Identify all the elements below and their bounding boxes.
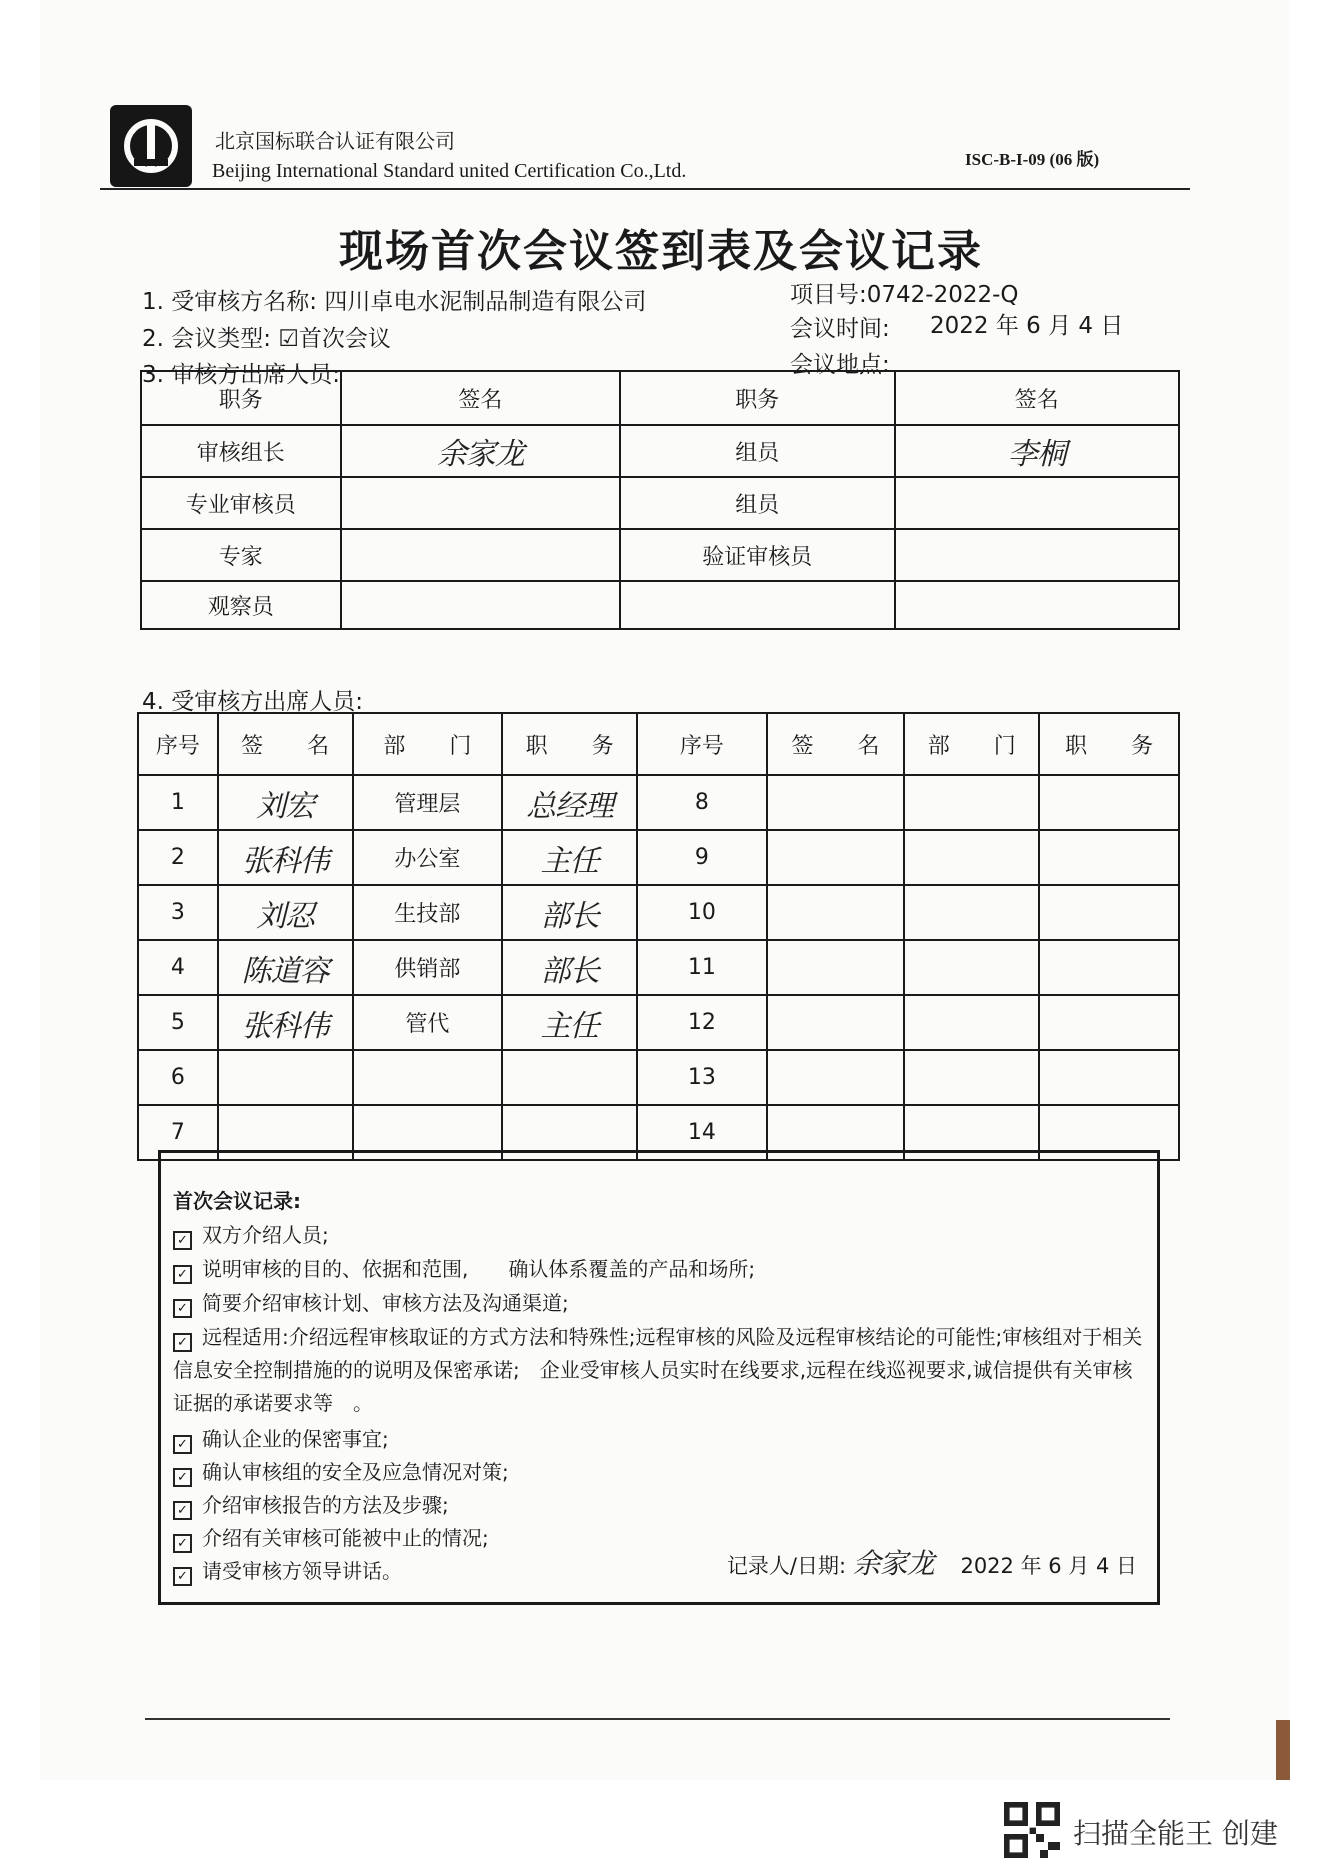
- recorder-label: 记录人/日期:: [726, 1554, 847, 1578]
- header-department: 部 门: [904, 713, 1039, 775]
- seq-cell: 1: [138, 775, 218, 830]
- table-row: [138, 995, 1179, 1050]
- signature-cell: 余家龙: [341, 425, 620, 477]
- seq-cell: 7: [138, 1105, 218, 1160]
- minutes-item: ✓ 简要介绍审核计划、审核方法及沟通渠道;: [173, 1287, 1148, 1320]
- department-cell: 管代: [353, 995, 503, 1050]
- department-cell: 管理层: [353, 775, 503, 830]
- department-cell: [904, 940, 1039, 995]
- department-cell: 生技部: [353, 885, 503, 940]
- seq-cell: 13: [637, 1050, 767, 1105]
- seq-cell: 10: [637, 885, 767, 940]
- position-cell: 主任: [502, 830, 637, 885]
- auditee-name: 1. 受审核方名称: 四川卓电水泥制品制造有限公司: [142, 289, 647, 315]
- signature-cell: [767, 1050, 905, 1105]
- seq-cell: 6: [138, 1050, 218, 1105]
- table-row: [138, 775, 1179, 830]
- minutes-item: ✓ 介绍审核报告的方法及步骤;: [173, 1489, 1148, 1522]
- table-row: [141, 425, 1179, 477]
- minutes-item: ✓ 双方介绍人员;: [173, 1219, 1148, 1252]
- checkbox-checked-icon: ✓: [173, 1231, 192, 1250]
- department-cell: [904, 775, 1039, 830]
- company-name-cn: 北京国标联合认证有限公司: [215, 129, 455, 153]
- recorder-line: [727, 1542, 1137, 1582]
- minutes-item: ✓ 说明审核的目的、依据和范围, 确认体系覆盖的产品和场所;: [173, 1253, 1148, 1286]
- meeting-minutes-box: [158, 1150, 1160, 1605]
- signature-cell: [895, 529, 1179, 581]
- table-row: [141, 529, 1179, 581]
- meeting-place-label: 会议地点:: [790, 352, 890, 378]
- role-cell: 组员: [620, 477, 894, 529]
- minutes-item: ✓ 确认审核组的安全及应急情况对策;: [173, 1456, 1148, 1489]
- signature-cell: [767, 830, 905, 885]
- table-row: [138, 940, 1179, 995]
- header-department: 部 门: [353, 713, 503, 775]
- minutes-item: ✓ 确认企业的保密事宜;: [173, 1423, 1148, 1456]
- seq-cell: 4: [138, 940, 218, 995]
- qr-code-icon: [1004, 1802, 1060, 1858]
- position-cell: [1039, 830, 1179, 885]
- company-name-en: Beijing International Standard united Certification Co.,Ltd.: [212, 160, 687, 182]
- checkbox-checked-icon: ✓: [173, 1534, 192, 1553]
- role-cell: 组员: [620, 425, 894, 477]
- seq-cell: 11: [637, 940, 767, 995]
- header-role: 职务: [620, 371, 894, 425]
- header-position: 职 务: [1039, 713, 1179, 775]
- page-title: 现场首次会议签到表及会议记录: [339, 226, 983, 277]
- table-header-row: [138, 713, 1179, 775]
- signature-cell: [341, 581, 620, 629]
- position-cell: [1039, 1050, 1179, 1105]
- auditee-attendees-label: 4. 受审核方出席人员:: [142, 689, 364, 715]
- role-cell: 验证审核员: [620, 529, 894, 581]
- signature-cell: [767, 995, 905, 1050]
- table-row: [138, 1050, 1179, 1105]
- seq-cell: 9: [637, 830, 767, 885]
- checkbox-checked-icon: ✓: [173, 1567, 192, 1586]
- header-position: 职 务: [502, 713, 637, 775]
- checkbox-checked-icon: ✓: [173, 1501, 192, 1520]
- position-cell: [502, 1050, 637, 1105]
- department-cell: [904, 1050, 1039, 1105]
- department-cell: [904, 995, 1039, 1050]
- department-cell: 办公室: [353, 830, 503, 885]
- signature-cell: 陈道容: [218, 940, 353, 995]
- role-cell: [620, 581, 894, 629]
- signature-cell: [341, 477, 620, 529]
- header-signature: 签 名: [767, 713, 905, 775]
- signature-cell: 张科伟: [218, 995, 353, 1050]
- header-divider: [100, 188, 1190, 190]
- table-row: [141, 477, 1179, 529]
- signature-cell: [218, 1050, 353, 1105]
- role-cell: 专业审核员: [141, 477, 341, 529]
- header-seq: 序号: [138, 713, 218, 775]
- table-header-row: [141, 371, 1179, 425]
- table-row: [138, 830, 1179, 885]
- signature-cell: [895, 581, 1179, 629]
- position-cell: [1039, 775, 1179, 830]
- seq-cell: 5: [138, 995, 218, 1050]
- form-code: ISC-B-I-09 (06 版): [965, 150, 1100, 169]
- header-seq: 序号: [637, 713, 767, 775]
- position-cell: 部长: [502, 940, 637, 995]
- signature-cell: 李桐: [895, 425, 1179, 477]
- position-cell: [1039, 885, 1179, 940]
- position-cell: 主任: [502, 995, 637, 1050]
- audit-team-table: [140, 370, 1180, 630]
- table-row: [141, 581, 1179, 629]
- role-cell: 专家: [141, 529, 341, 581]
- seq-cell: 3: [138, 885, 218, 940]
- position-cell: [1039, 940, 1179, 995]
- minutes-item: ✓ 远程适用:介绍远程审核取证的方式方法和特殊性;远程审核的风险及远程审核结论的可能性;审核组对于相关信息安全控制措施的的说明及保密承诺; 企业受审核人员实时在线要求,远程在线巡视要求,诚信提供有关审核证据的承诺要求等 。: [173, 1325, 1143, 1415]
- header-signature: 签名: [895, 371, 1179, 425]
- minutes-item: ✓ 介绍有关审核可能被中止的情况;: [173, 1522, 1148, 1555]
- meeting-type: 2. 会议类型: ☑首次会议: [142, 326, 391, 352]
- header-signature: 签 名: [218, 713, 353, 775]
- header-signature: 签名: [341, 371, 620, 425]
- checkbox-checked-icon: ✓: [173, 1299, 192, 1318]
- role-cell: 审核组长: [141, 425, 341, 477]
- checkbox-checked-icon: ✓: [173, 1333, 192, 1352]
- signature-cell: [895, 477, 1179, 529]
- scan-edge: [1276, 1720, 1290, 1780]
- recorder-date: 2022 年 6 月 4 日: [960, 1554, 1137, 1578]
- project-number: 项目号:0742-2022-Q: [790, 282, 1019, 308]
- auditee-attendees-table: [137, 712, 1180, 1161]
- meeting-time-label: 会议时间:: [790, 316, 890, 342]
- checkbox-checked-icon: ✓: [173, 1468, 192, 1487]
- position-cell: [1039, 995, 1179, 1050]
- minutes-item: ✓ 请受审核方领导讲话。: [173, 1555, 693, 1588]
- role-cell: 观察员: [141, 581, 341, 629]
- checkbox-checked-icon: ✓: [173, 1435, 192, 1454]
- signature-cell: 张科伟: [218, 830, 353, 885]
- signature-cell: [767, 775, 905, 830]
- meeting-time: 2022 年 6 月 4 日: [930, 313, 1124, 339]
- signature-cell: [767, 885, 905, 940]
- seq-cell: 12: [637, 995, 767, 1050]
- audit-team-label: 3. 审核方出席人员:: [142, 362, 341, 388]
- minutes-title: 首次会议记录:: [173, 1189, 301, 1213]
- signature-cell: 刘宏: [218, 775, 353, 830]
- header-role: 职务: [141, 371, 341, 425]
- signature-cell: [767, 940, 905, 995]
- footer-divider: [145, 1718, 1170, 1720]
- table-row: [138, 885, 1179, 940]
- seq-cell: 8: [637, 775, 767, 830]
- position-cell: 总经理: [502, 775, 637, 830]
- signature-cell: [341, 529, 620, 581]
- department-cell: [904, 830, 1039, 885]
- department-cell: [353, 1050, 503, 1105]
- signature-cell: 刘忍: [218, 885, 353, 940]
- checkbox-checked-icon: ✓: [173, 1265, 192, 1284]
- position-cell: 部长: [502, 885, 637, 940]
- seq-cell: 14: [637, 1105, 767, 1160]
- company-logo: [110, 105, 192, 187]
- department-cell: [904, 885, 1039, 940]
- scanner-watermark: 扫描全能王 创建: [1073, 1817, 1278, 1850]
- recorder-signature: 余家龙: [852, 1547, 934, 1580]
- department-cell: 供销部: [353, 940, 503, 995]
- seq-cell: 2: [138, 830, 218, 885]
